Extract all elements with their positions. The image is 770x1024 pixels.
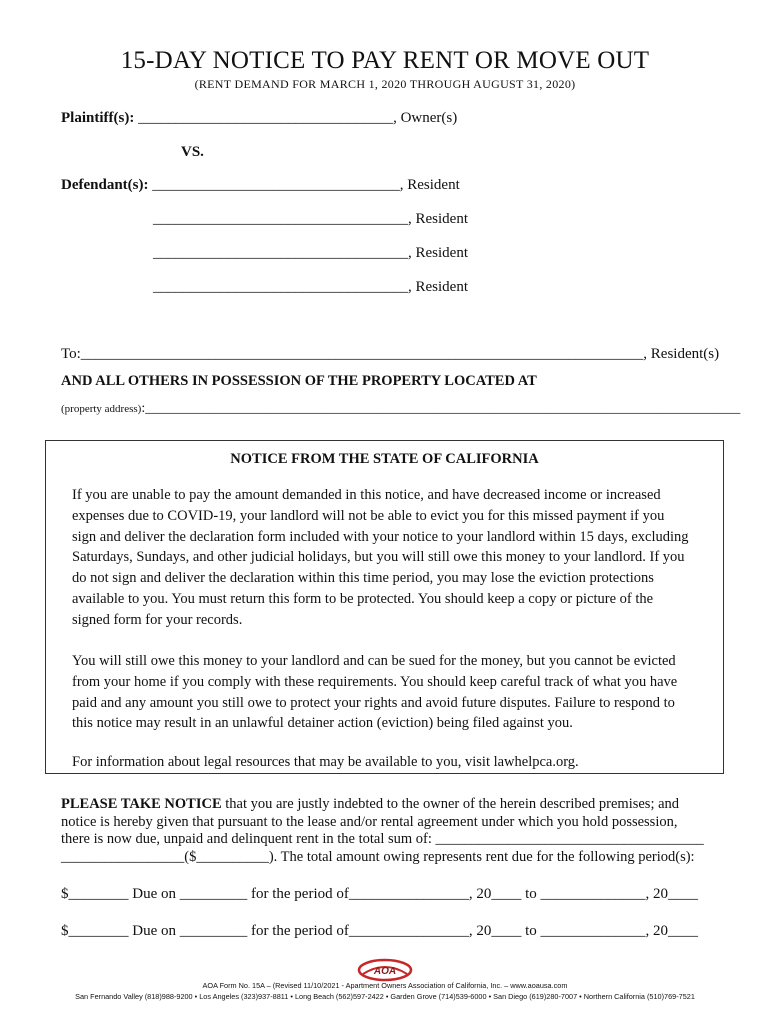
property-address-field[interactable]: :_____________________________________________________________________________________ [141, 401, 741, 416]
text-line: If you are unable to pay the amount demanded in this notice, and have decreased income or increased [72, 487, 661, 503]
total-sum-field[interactable]: there is now due, unpaid and delinquent rent in the total sum of: _____________________________________ [61, 831, 704, 847]
text-line: do not sign and deliver the declaration within this time period, you may lose the eviction protections [72, 570, 654, 587]
to-field[interactable]: To:___________________________________________________________________________, Resident(s) [61, 346, 720, 362]
total-amount-field[interactable]: _________________($__________). The total amount owing represents rent due for the following period(s): [61, 848, 695, 865]
defendant-label: Defendant(s): [61, 177, 149, 193]
text-line: expenses due to COVID-19, your landlord will not be able to evict you for this missed payment if you [72, 507, 665, 524]
state-notice-box [45, 440, 724, 774]
due-row-2[interactable]: $________ Due on _________ for the period of________________, 20____ to ______________, 20____ [61, 923, 699, 939]
state-notice-paragraph-2 [72, 651, 712, 734]
defendant-field-3[interactable]: __________________________________, Resident [153, 245, 468, 261]
defendant-field-1[interactable]: _________________________________, Resident [148, 177, 460, 193]
due-row-1[interactable]: $________ Due on _________ for the period of________________, 20____ to ______________, 20____ [61, 886, 699, 902]
vs-label: VS. [181, 144, 204, 160]
plaintiff-label: Plaintiff(s): [61, 110, 135, 126]
defendant-row-1[interactable] [61, 177, 460, 194]
property-address-label: (property address) [61, 403, 142, 415]
defendant-field-4[interactable]: __________________________________, Resident [153, 279, 468, 295]
defendant-field-2[interactable]: __________________________________, Resident [153, 211, 468, 227]
footer-phone-numbers: San Fernando Valley (818)988-9200 • Los Angeles (323)937-8811 • Long Beach (562)597-2422 • Garden Grove (714)539-6000 • San Diego (619)280-7007 • Northern California (510)769-7521 [75, 992, 695, 1001]
text-line: You will still owe this money to your landlord and can be sued for the money, but you cannot be evicted [72, 653, 676, 669]
text-line: this notice may result in an unlawful detainer action (eviction) being filed against you. [72, 715, 573, 732]
logo-text: AOA [373, 966, 397, 977]
text-line: For information about legal resources that may be available to you, visit lawhelpca.org. [72, 754, 579, 770]
state-notice-paragraph-1 [72, 485, 712, 631]
text-line: available to you. You must return this form to be protected. You should keep a copy or picture of the [72, 590, 654, 607]
state-notice-heading: NOTICE FROM THE STATE OF CALIFORNIA [230, 451, 539, 467]
text-line: from your home if you comply with these requirements. You should keep careful track of what you have [72, 673, 678, 690]
notice-line-2: notice is hereby given that pursuant to the lease and/or rental agreement under which you hold possession, [61, 813, 678, 830]
text-line: Saturdays, Sundays, and other judicial holidays, but you will still owe this money to your landlord. If you [72, 549, 685, 566]
aoa-logo [357, 958, 413, 982]
text-line: signed form for your records. [72, 611, 243, 628]
page-subtitle: (RENT DEMAND FOR MARCH 1, 2020 THROUGH AUGUST 31, 2020) [194, 77, 576, 91]
page-title: 15-DAY NOTICE TO PAY RENT OR MOVE OUT [120, 47, 650, 74]
state-notice-paragraph-3 [72, 752, 712, 773]
plaintiff-row[interactable] [61, 110, 457, 127]
text-line: sign and deliver the declaration form included with your notice to your landlord within 15 days, excluding [72, 528, 689, 545]
property-address-row[interactable] [61, 400, 740, 417]
notice-lead: PLEASE TAKE NOTICE [61, 796, 222, 812]
please-take-notice-section [61, 796, 731, 866]
plaintiff-field[interactable]: __________________________________, Owner(s) [134, 110, 458, 126]
text-line: paid and any amount you still owe to protect your rights and avoid future disputes. Failure to respond to [72, 694, 675, 711]
notice-line-1: that you are justly indebted to the owner of the herein described premises; and [221, 796, 680, 812]
text-line [61, 796, 731, 814]
footer-form-info: AOA Form No. 15A – (Revised 11/10/2021 - Apartment Owners Association of California, Inc. – www.aoausa.com [202, 981, 568, 990]
possession-heading: AND ALL OTHERS IN POSSESSION OF THE PROPERTY LOCATED AT [61, 373, 537, 389]
